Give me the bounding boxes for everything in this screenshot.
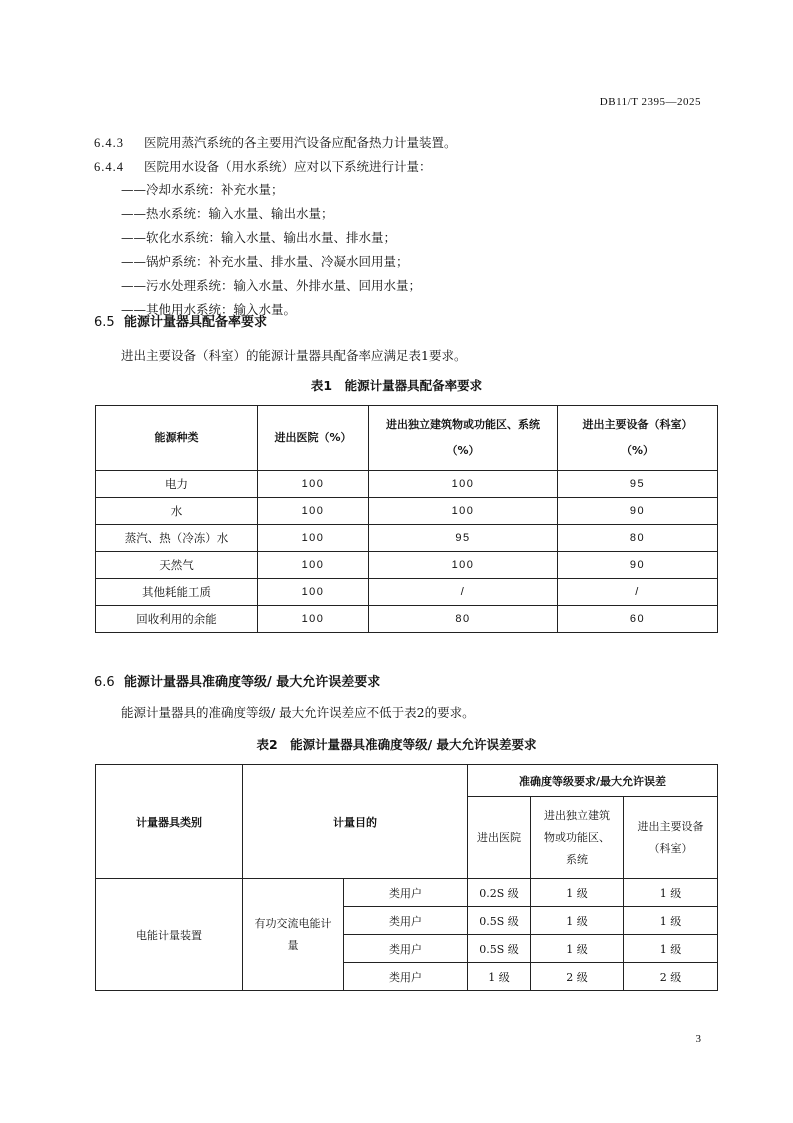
header-line: 进出主要设备 <box>637 819 704 833</box>
clause-number: 6.4.4 <box>94 160 124 174</box>
cell-building: 1 级 <box>531 907 624 935</box>
cell-user: 类用户 <box>344 879 468 907</box>
table-caption: 表1 能源计量器具配备率要求 <box>310 378 483 393</box>
list-item: ——锅炉系统：补充水量、排水量、冷凝水回用量； <box>121 254 409 269</box>
cell-hospital: 0.5S 级 <box>468 907 531 935</box>
cell-type: 天然气 <box>96 552 258 579</box>
header-unit: （%） <box>620 444 655 457</box>
purpose-line: 有功交流电能计 <box>254 916 332 930</box>
header-line: 系统 <box>566 852 588 866</box>
table-row <box>96 579 718 606</box>
list-item: ——其他用水系统：输入水量。 <box>121 302 297 317</box>
cell-building: / <box>369 579 558 606</box>
cell-type: 其他耗能工质 <box>96 579 258 606</box>
header-equipment <box>558 406 718 471</box>
header-building <box>531 797 624 879</box>
cell-hospital: 100 <box>258 498 369 525</box>
cell-equipment: 80 <box>558 525 718 552</box>
cell-equipment: 2 级 <box>624 963 718 991</box>
table-header-row <box>96 406 718 471</box>
cell-equipment: 90 <box>558 498 718 525</box>
table-2 <box>95 764 718 991</box>
table-row <box>96 879 718 907</box>
header-line: 进出主要设备（科室） <box>582 418 693 431</box>
table-row <box>96 606 718 633</box>
cell-type: 回收利用的余能 <box>96 606 258 633</box>
cell-hospital: 100 <box>258 525 369 552</box>
cell-category: 电能计量装置 <box>96 879 243 991</box>
header-line: 进出独立建筑 <box>544 808 610 822</box>
cell-hospital: 100 <box>258 471 369 498</box>
cell-building: 100 <box>369 552 558 579</box>
header-hospital: 进出医院 <box>468 797 531 879</box>
table-caption: 表2 能源计量器具准确度等级/ 最大允许误差要求 <box>256 737 537 752</box>
cell-user: 类用户 <box>344 907 468 935</box>
list-item: ——冷却水系统：补充水量； <box>121 182 284 197</box>
section-heading-6-6 <box>94 671 380 690</box>
clause-text: 医院用蒸汽系统的各主要用汽设备应配备热力计量装置。 <box>144 135 457 150</box>
section-number: 6.5 <box>94 315 115 330</box>
section-title: 能源计量器具配备率要求 <box>124 315 268 330</box>
section-heading-6-5 <box>94 311 267 330</box>
list-item: ——污水处理系统：输入水量、外排水量、回用水量； <box>121 278 422 293</box>
section-title: 能源计量器具准确度等级/ 最大允许误差要求 <box>124 675 381 690</box>
table-row <box>96 525 718 552</box>
cell-equipment: 95 <box>558 471 718 498</box>
cell-building: 2 级 <box>531 963 624 991</box>
cell-equipment: 60 <box>558 606 718 633</box>
cell-equipment: 1 级 <box>624 935 718 963</box>
cell-building: 100 <box>369 498 558 525</box>
table-row <box>96 552 718 579</box>
cell-hospital: 0.5S 级 <box>468 935 531 963</box>
cell-building: 80 <box>369 606 558 633</box>
section-number: 6.6 <box>94 675 115 690</box>
paragraph: 进出主要设备（科室）的能源计量器具配备率应满足表1要求。 <box>121 348 467 363</box>
cell-hospital: 1 级 <box>468 963 531 991</box>
cell-user: 类用户 <box>344 963 468 991</box>
cell-building: 100 <box>369 471 558 498</box>
header-equipment <box>624 797 718 879</box>
header-line: （科室） <box>648 841 693 855</box>
table-row <box>96 471 718 498</box>
clause-6-4-4 <box>94 157 432 175</box>
header-purpose: 计量目的 <box>243 765 468 879</box>
cell-building: 1 级 <box>531 879 624 907</box>
cell-hospital: 0.2S 级 <box>468 879 531 907</box>
list-item: ——软化水系统：输入水量、输出水量、排水量； <box>121 230 397 245</box>
cell-building: 95 <box>369 525 558 552</box>
header-accuracy: 准确度等级要求/最大允许误差 <box>468 765 718 797</box>
cell-type: 电力 <box>96 471 258 498</box>
clause-text: 医院用水设备（用水系统）应对以下系统进行计量： <box>144 159 432 174</box>
table-row <box>96 498 718 525</box>
cell-equipment: / <box>558 579 718 606</box>
header-energy-type: 能源种类 <box>96 406 258 471</box>
cell-building: 1 级 <box>531 935 624 963</box>
table-1 <box>95 405 718 633</box>
cell-purpose <box>243 879 344 991</box>
clause-6-4-3 <box>94 133 457 151</box>
cell-equipment: 1 级 <box>624 879 718 907</box>
header-line: 物或功能区、 <box>544 830 610 844</box>
cell-hospital: 100 <box>258 579 369 606</box>
cell-hospital: 100 <box>258 606 369 633</box>
cell-equipment: 90 <box>558 552 718 579</box>
document-id: DB11/T 2395—2025 <box>599 96 701 108</box>
cell-hospital: 100 <box>258 552 369 579</box>
clause-number: 6.4.3 <box>94 136 124 150</box>
cell-equipment: 1 级 <box>624 907 718 935</box>
purpose-line: 量 <box>287 938 299 952</box>
page-number: 3 <box>695 1033 701 1045</box>
header-hospital: 进出医院（%） <box>258 406 369 471</box>
header-line: 进出独立建筑物或功能区、系统 <box>386 418 540 431</box>
cell-type: 水 <box>96 498 258 525</box>
cell-type: 蒸汽、热（冷冻）水 <box>96 525 258 552</box>
paragraph: 能源计量器具的准确度等级/ 最大允许误差应不低于表2的要求。 <box>121 705 475 720</box>
cell-user: 类用户 <box>344 935 468 963</box>
header-category: 计量器具类别 <box>96 765 243 879</box>
header-building <box>369 406 558 471</box>
header-unit: （%） <box>446 444 480 457</box>
list-item: ——热水系统：输入水量、输出水量； <box>121 206 334 221</box>
